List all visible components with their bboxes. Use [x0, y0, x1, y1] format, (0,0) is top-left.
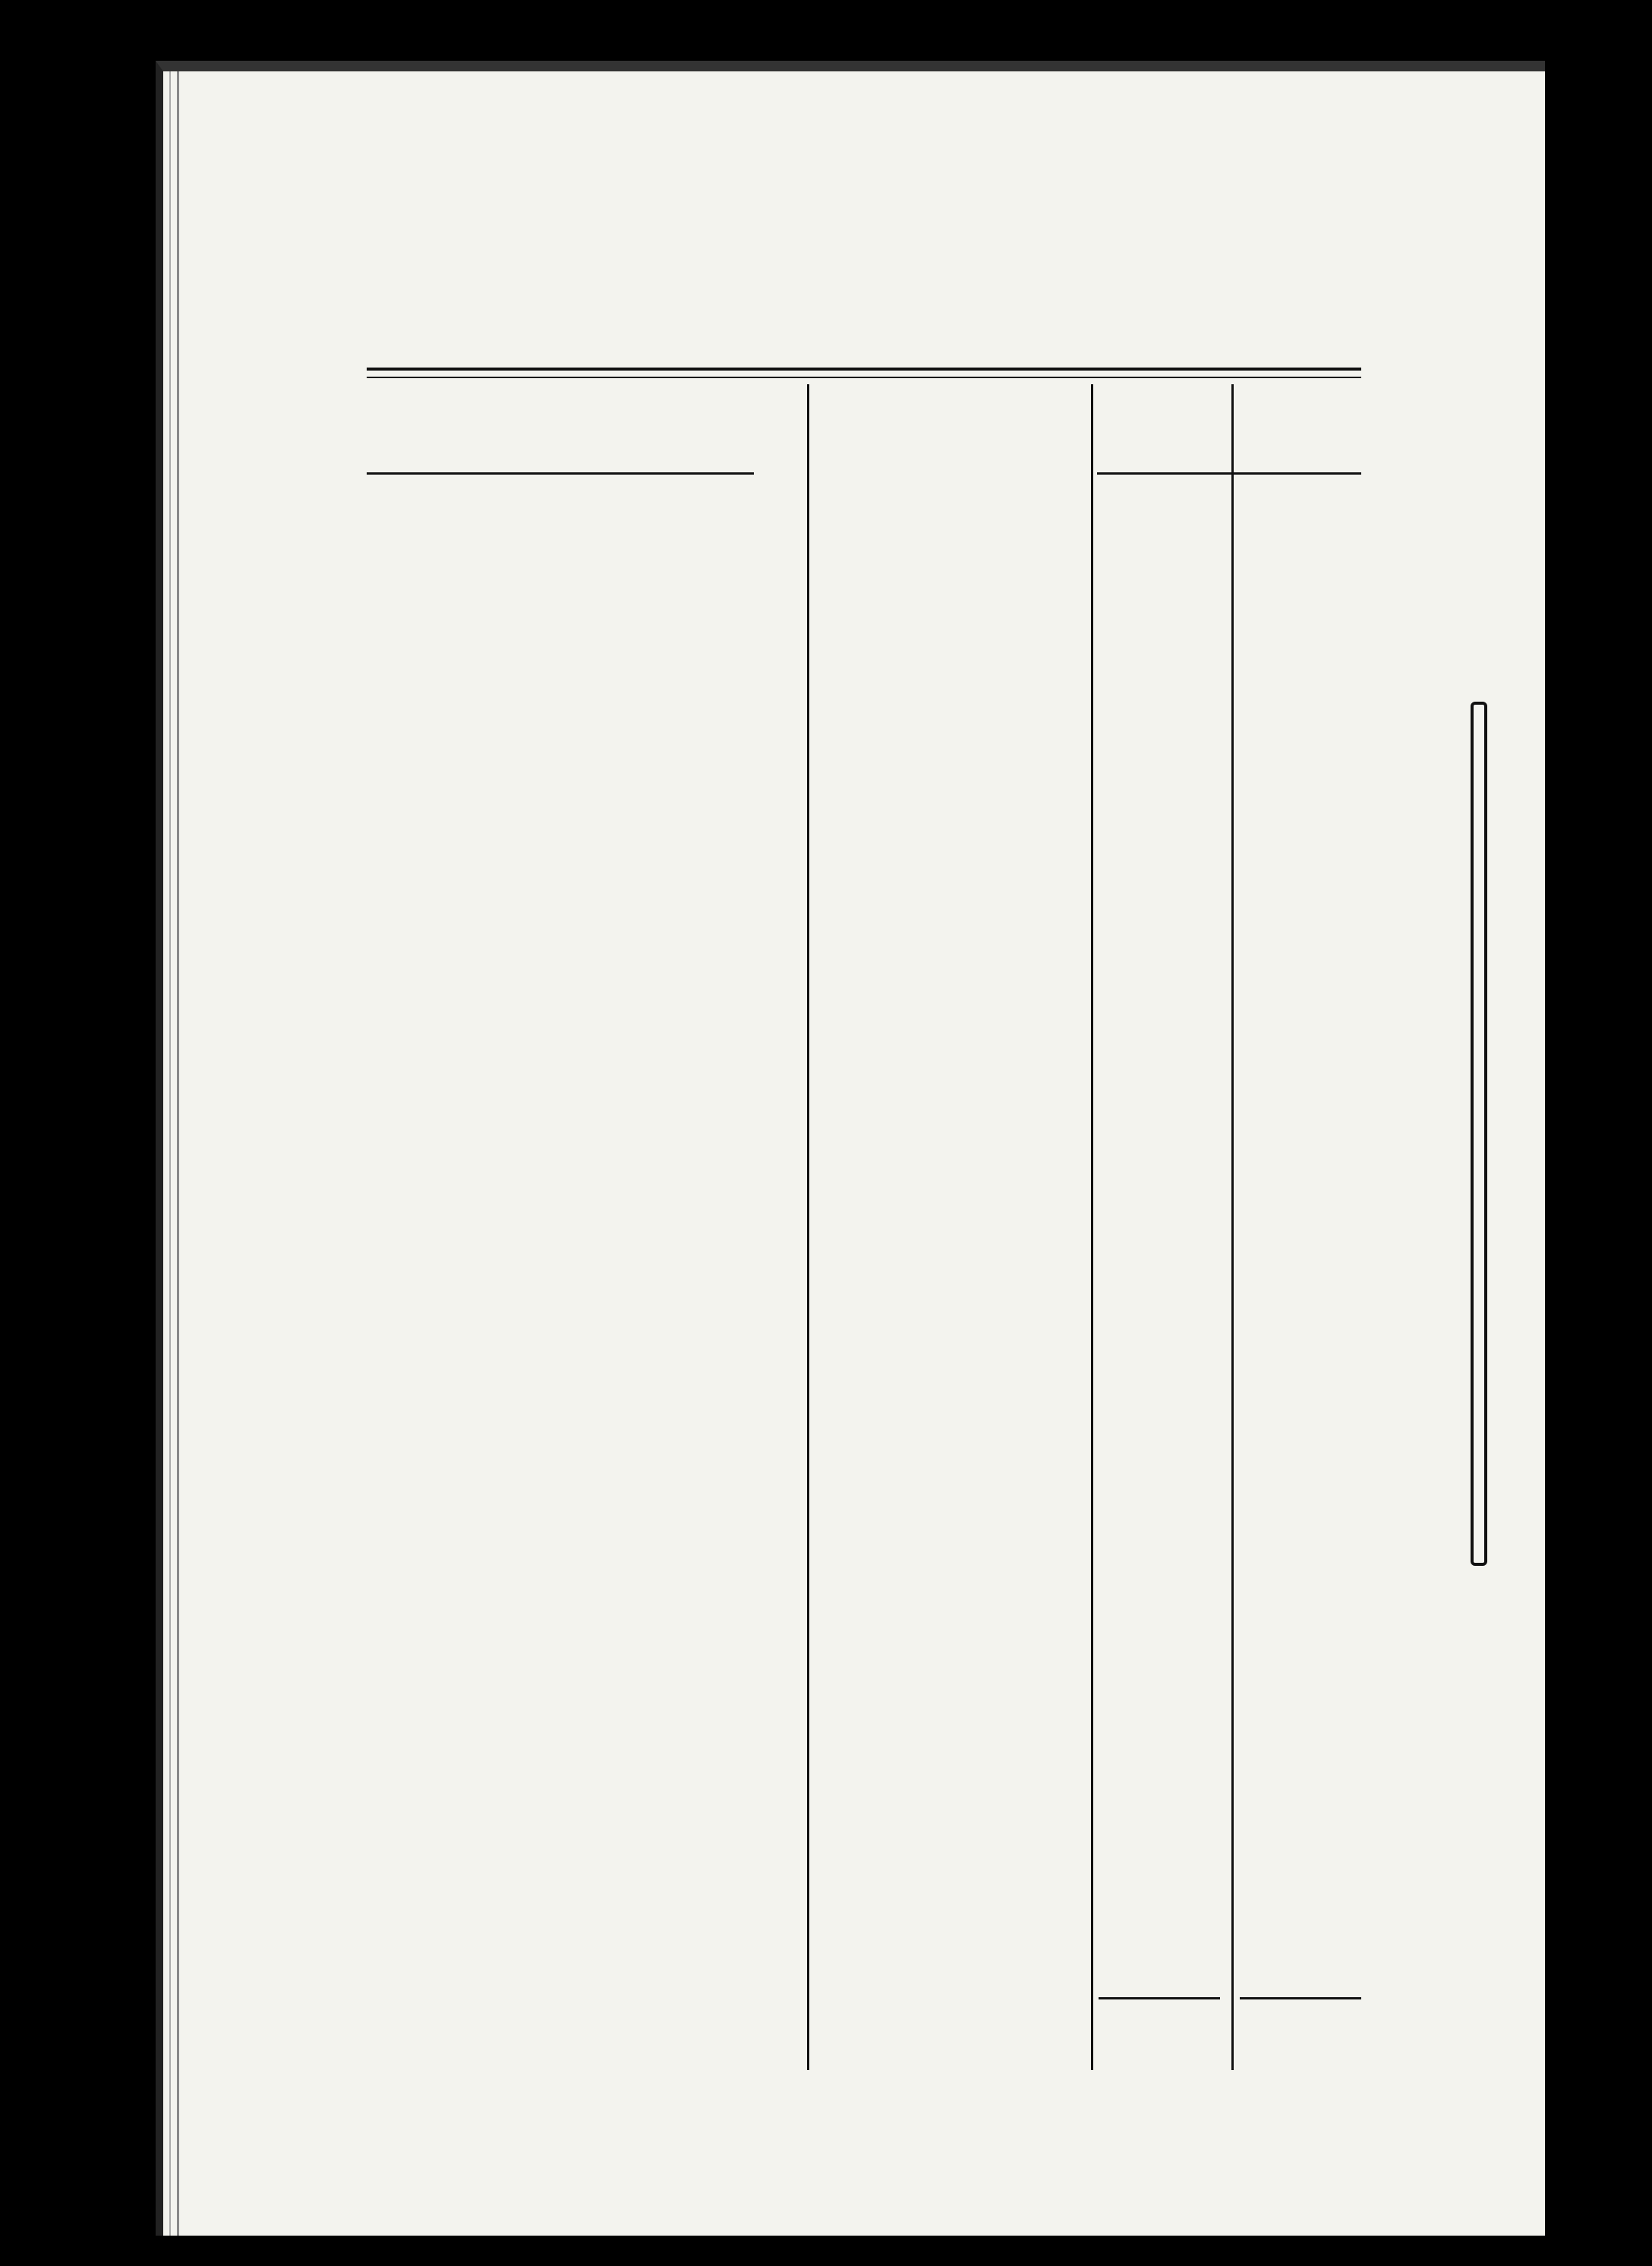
- totals-rule: [1099, 1997, 1220, 1999]
- header-rule-thick: [367, 368, 1361, 371]
- column-heading-rule: [1097, 472, 1361, 475]
- page-edge: [169, 71, 171, 2236]
- book-page: [156, 61, 1545, 2236]
- totals-rule: [1240, 1997, 1361, 1999]
- column-divider: [1091, 384, 1093, 2070]
- column-divider: [1231, 384, 1234, 2070]
- header-rule-thin: [367, 377, 1361, 378]
- page-edge: [177, 71, 179, 2236]
- forward-row: [163, 478, 1545, 517]
- totals-row: [163, 2020, 1545, 2059]
- column-heading-rule: [367, 472, 754, 475]
- binding-stitches: [1446, 71, 1537, 2236]
- binding-thread: [1471, 702, 1487, 1566]
- column-divider: [807, 384, 809, 2070]
